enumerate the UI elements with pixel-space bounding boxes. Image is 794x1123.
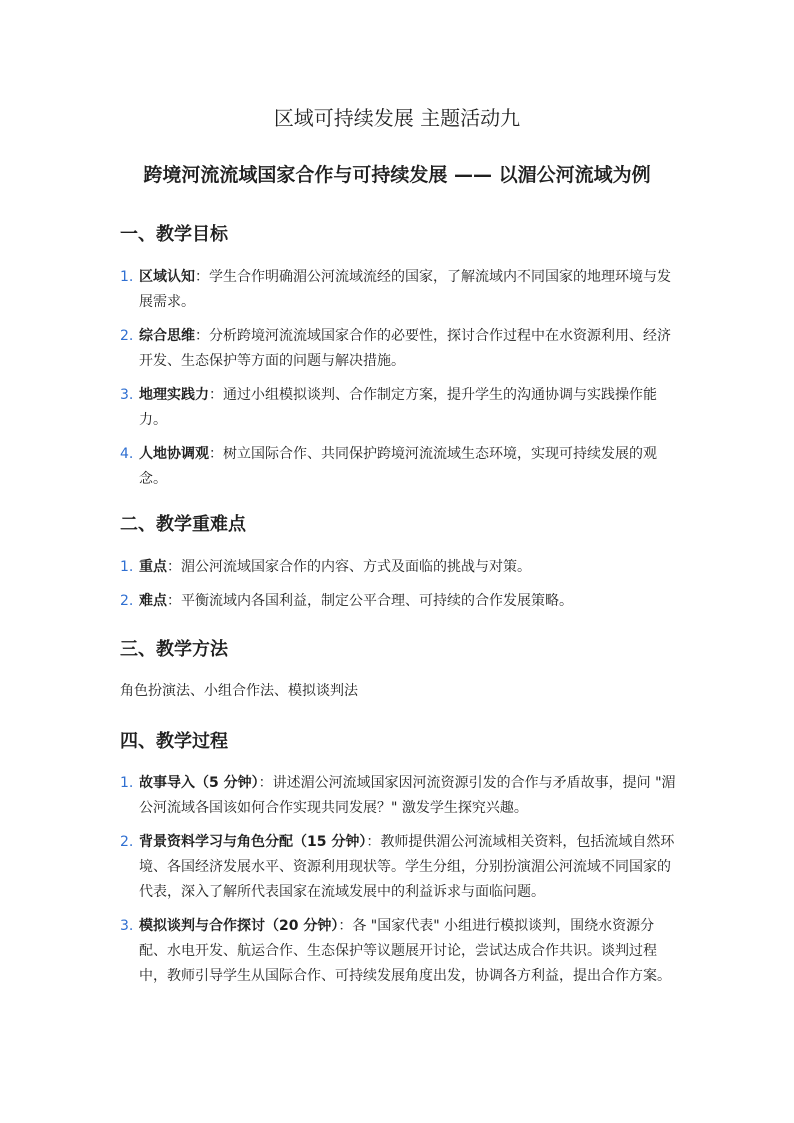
- list-item: [120, 555, 680, 580]
- list-number: 3.: [120, 918, 134, 934]
- item-term: 综合思维: [139, 328, 195, 344]
- list-item: [120, 442, 680, 492]
- list-number: 2.: [120, 328, 134, 344]
- item-text: ：讲述湄公河流域国家因河流资源引发的合作与矛盾故事，提问 "湄公河流域各国该如何合作实现共同发展？" 激发学生探究兴趣。: [139, 775, 676, 816]
- objectives-list: [120, 265, 680, 492]
- list-item: [120, 830, 680, 905]
- list-number: 4.: [120, 446, 134, 462]
- item-text: ：平衡流域内各国利益，制定公平合理、可持续的合作发展策略。: [167, 593, 573, 609]
- item-term: 背景资料学习与角色分配（15 分钟）: [139, 834, 367, 850]
- section-heading-objectives: 一、教学目标: [120, 224, 228, 245]
- item-text: ：学生合作明确湄公河流域流经的国家，了解流域内不同国家的地理环境与发展需求。: [139, 269, 671, 310]
- item-text: ：通过小组模拟谈判、合作制定方案，提升学生的沟通协调与实践操作能力。: [139, 387, 657, 428]
- list-number: 3.: [120, 387, 134, 403]
- list-number: 1.: [120, 269, 134, 285]
- list-item: [120, 324, 680, 374]
- item-term: 人地协调观: [139, 446, 209, 462]
- list-number: 1.: [120, 559, 134, 575]
- item-term: 区域认知: [139, 269, 195, 285]
- list-number: 1.: [120, 775, 134, 791]
- item-text: ：各 "国家代表" 小组进行模拟谈判，围绕水资源分配、水电开发、航运合作、生态保护等议题展开讨论，尝试达成合作共识。谈判过程中，教师引导学生从国际合作、可持续发展角度出发，协调各方利益，提出合作方案。: [139, 918, 671, 984]
- list-item: [120, 589, 680, 614]
- section-heading-key-points: 二、教学重难点: [120, 514, 246, 535]
- document-subtitle: 跨境河流流域国家合作与可持续发展 —— 以湄公河流域为例: [143, 164, 651, 186]
- section-heading-process: 四、教学过程: [120, 731, 228, 752]
- item-term: 重点: [139, 559, 167, 575]
- list-item: [120, 771, 680, 821]
- key-points-list: [120, 555, 680, 614]
- section-heading-methods: 三、教学方法: [120, 639, 228, 660]
- list-item: [120, 914, 680, 989]
- list-number: 2.: [120, 593, 134, 609]
- item-text: ：教师提供湄公河流域相关资料，包括流域自然环境、各国经济发展水平、资源利用现状等。学生分组，分别扮演湄公河流域不同国家的代表，深入了解所代表国家在流域发展中的利益诉求与面临问题。: [139, 834, 675, 900]
- item-text: ：树立国际合作、共同保护跨境河流流域生态环境，实现可持续发展的观念。: [139, 446, 657, 487]
- process-list: [120, 771, 680, 989]
- item-term: 故事导入（5 分钟）: [139, 775, 259, 791]
- list-item: [120, 383, 680, 433]
- list-item: [120, 265, 680, 315]
- methods-text: 角色扮演法、小组合作法、模拟谈判法: [120, 683, 358, 699]
- item-term: 难点: [139, 593, 167, 609]
- item-text: ：分析跨境河流流域国家合作的必要性，探讨合作过程中在水资源利用、经济开发、生态保护等方面的问题与解决措施。: [139, 328, 671, 369]
- list-number: 2.: [120, 834, 134, 850]
- item-term: 地理实践力: [139, 387, 209, 403]
- document-title: 区域可持续发展 主题活动九: [273, 106, 521, 130]
- item-term: 模拟谈判与合作探讨（20 分钟）: [139, 918, 339, 934]
- item-text: ：湄公河流域国家合作的内容、方式及面临的挑战与对策。: [167, 559, 531, 575]
